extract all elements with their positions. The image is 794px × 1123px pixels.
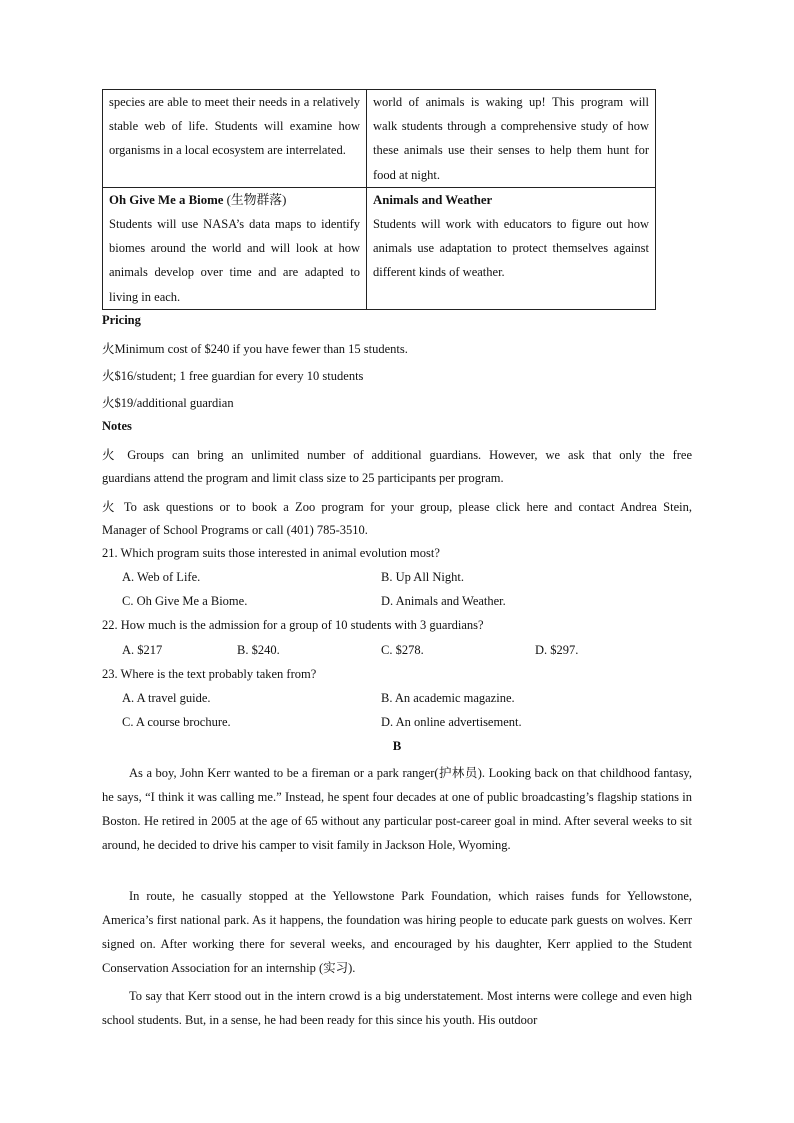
program-title: Animals and Weather <box>373 192 493 207</box>
list-item <box>102 393 234 411</box>
fire-bullet-icon: 火 <box>102 500 118 514</box>
option-b: B. $240. <box>237 643 280 657</box>
fire-bullet-icon: 火 <box>102 396 115 410</box>
pricing-item: $19/additional guardian <box>114 396 234 410</box>
table-row <box>103 187 656 309</box>
pricing-item: $16/student; 1 free guardian for every 10 students <box>114 369 364 383</box>
question-stem: 23. Where is the text probably taken from? <box>102 667 317 681</box>
passage-paragraph-3: To say that Kerr stood out in the intern crowd is a big understatement. Most interns were college and even high school students. But, in a sense, he had been ready for this since his youth. His outdoor <box>102 989 692 1028</box>
program-title-cn: (生物群落) <box>226 192 287 207</box>
option-d: D. Animals and Weather. <box>381 594 506 608</box>
fire-bullet-icon: 火 <box>102 342 115 356</box>
list-item <box>102 339 408 357</box>
fire-bullet-icon: 火 <box>102 369 115 383</box>
option-c: C. Oh Give Me a Biome. <box>122 594 248 608</box>
list-item <box>102 366 363 384</box>
note-text: Groups can bring an unlimited number of additional guardians. However, we ask that only the free <box>119 448 692 462</box>
program-description: Students will work with educators to figure out how animals use adaptation to protect themselves against different kinds of weather. <box>373 217 649 280</box>
note-text: Manager of School Programs or call (401) 785-3510. <box>102 523 368 537</box>
pricing-heading: Pricing <box>102 313 141 327</box>
option-a: A. $217 <box>122 643 163 657</box>
option-c: C. A course brochure. <box>122 715 231 729</box>
option-b: B. An academic magazine. <box>381 691 515 705</box>
weather-program-cell <box>367 187 656 309</box>
option-b: B. Up All Night. <box>381 570 464 584</box>
passage-paragraph-2: In route, he casually stopped at the Yellowstone Park Foundation, which raises funds for Yellowstone, America’s first national park. As it happens, the foundation was hiring people to educate park guests on wolves. Kerr signed on. After working there for several weeks, and encouraged by his daughter, Kerr applied to the Student Conservation Association for an internship (实习). <box>102 889 692 976</box>
web-of-life-description: species are able to meet their needs in a relatively stable web of life. Students will examine how organisms in a local ecosystem are interrelated. <box>103 90 367 188</box>
program-title-text: Oh Give Me a Biome <box>109 192 227 207</box>
list-item <box>102 445 692 463</box>
note-text: To ask questions or to book a Zoo program for your group, please click here and contact Andrea Stein, <box>117 500 692 514</box>
option-a: A. Web of Life. <box>122 570 201 584</box>
section-label: B <box>392 739 402 753</box>
notes-heading: Notes <box>102 419 132 433</box>
option-d: D. $297. <box>535 643 579 657</box>
pricing-item: Minimum cost of $240 if you have fewer than 15 students. <box>114 342 408 356</box>
table-row <box>103 90 656 188</box>
programs-table <box>102 89 656 310</box>
question-stem: 22. How much is the admission for a group of 10 students with 3 guardians? <box>102 618 484 632</box>
fire-bullet-icon: 火 <box>102 448 120 462</box>
option-d: D. An online advertisement. <box>381 715 522 729</box>
up-all-night-description: world of animals is waking up! This program will walk students through a comprehensive study of how these animals use their senses to help them hunt for food at night. <box>367 90 656 188</box>
option-a: A. A travel guide. <box>122 691 211 705</box>
note-text: guardians attend the program and limit class size to 25 participants per program. <box>102 471 504 485</box>
program-description: Students will use NASA’s data maps to identify biomes around the world and will look at how animals develop over time and are adapted to living in each. <box>109 217 360 304</box>
biome-program-cell <box>103 187 367 309</box>
program-title <box>109 188 360 212</box>
list-item <box>102 497 692 515</box>
passage-paragraph-1: As a boy, John Kerr wanted to be a fireman or a park ranger(护林员). Looking back on that childhood fantasy, he says, “I think it was calling me.” Instead, he spent four decades at one of public broadcasting’s flagship stations in Boston. He retired in 2005 at the age of 65 without any particular post-career goal in mind. After several weeks to sit around, he decided to drive his camper to visit family in Jackson Hole, Wyoming. <box>102 766 692 853</box>
question-stem: 21. Which program suits those interested in animal evolution most? <box>102 546 440 560</box>
option-c: C. $278. <box>381 643 424 657</box>
